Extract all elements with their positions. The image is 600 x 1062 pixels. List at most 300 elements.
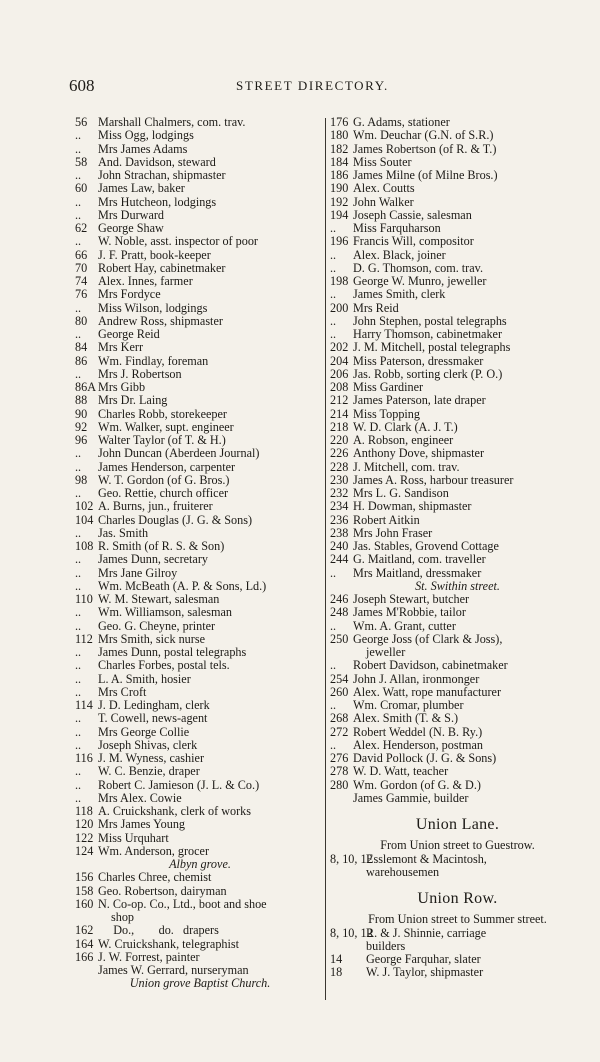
house-number: 112: [75, 631, 93, 646]
directory-entry: [330, 408, 585, 421]
directory-entry: [75, 553, 325, 566]
resident-name: Jas. Smith: [98, 525, 149, 540]
directory-entry: [75, 474, 325, 487]
house-number: 160: [75, 896, 94, 911]
resident-name: Mrs Gibb: [98, 380, 146, 394]
directory-entry: [75, 580, 325, 593]
resident-name: Walter Taylor (of T. & H.): [98, 433, 226, 447]
entry-continuation: jeweller: [366, 645, 406, 659]
directory-entry: [75, 514, 325, 527]
directory-entry: [75, 871, 325, 884]
house-number: 260: [330, 684, 349, 699]
resident-name: Charles Chree, chemist: [98, 870, 212, 885]
resident-name: Mrs Fordyce: [98, 287, 161, 302]
resident-name: Mrs Hutcheon, lodgings: [98, 194, 217, 209]
directory-entry: [330, 447, 585, 460]
house-number: ..: [75, 366, 82, 381]
directory-entry: [330, 527, 585, 540]
resident-name: J. F. Pratt, book-keeper: [98, 247, 211, 262]
house-number: ..: [75, 194, 82, 209]
house-number: ..: [75, 168, 82, 182]
directory-entry: [330, 633, 585, 646]
house-number: 206: [330, 366, 349, 381]
resident-name: George Joss (of Clark & Joss),: [353, 631, 503, 646]
resident-name: Mrs Croft: [98, 684, 147, 699]
house-number: ..: [75, 552, 82, 567]
directory-entry: [75, 898, 325, 911]
resident-name: Mrs L. G. Sandison: [353, 486, 449, 500]
directory-entry: [330, 474, 585, 487]
house-number: 80: [75, 313, 88, 328]
resident-name: W. J. Taylor, shipmaster: [366, 965, 484, 980]
right-column: [330, 116, 585, 980]
directory-entry: [330, 739, 585, 752]
house-number: ..: [75, 327, 82, 341]
page-number: 608: [69, 76, 95, 95]
house-number: ..: [330, 313, 337, 328]
directory-entry: [75, 540, 325, 553]
union-lane-heading: Union Lane.: [415, 816, 500, 833]
directory-entry: [330, 593, 585, 606]
directory-entry: [330, 288, 585, 301]
house-number: [330, 792, 353, 805]
house-number: 88: [75, 393, 88, 408]
resident-name: Anthony Dove, shipmaster: [353, 446, 484, 461]
house-number: 164: [75, 936, 94, 951]
directory-entry: [75, 606, 325, 619]
directory-entry: [75, 408, 325, 421]
resident-name: James Milne (of Milne Bros.): [353, 168, 498, 182]
house-number: 110: [75, 592, 93, 606]
house-number: 92: [75, 419, 88, 434]
house-number: 184: [330, 154, 349, 169]
house-number: ..: [75, 459, 82, 474]
directory-entry: [75, 169, 325, 182]
resident-name: Francis Will, compositor: [353, 234, 474, 249]
house-number: 86: [75, 353, 88, 368]
resident-name: Alex. Coutts: [353, 181, 415, 196]
house-number: 254: [330, 671, 349, 686]
resident-name: Miss Wilson, lodgings: [98, 300, 208, 315]
resident-name: Mrs J. Robertson: [98, 366, 182, 381]
resident-name: Alex. Black, joiner: [353, 247, 446, 262]
resident-name: Robert Weddel (N. B. Ry.): [353, 724, 483, 739]
directory-entry: [75, 487, 325, 500]
directory-entry: [75, 646, 325, 659]
resident-name: A. Robson, engineer: [353, 433, 454, 447]
directory-entry: [330, 765, 585, 778]
directory-entry: [75, 302, 325, 315]
house-number: 58: [75, 154, 88, 169]
directory-entry: [75, 222, 325, 235]
house-number: 220: [330, 433, 349, 447]
directory-entry: [75, 249, 325, 262]
resident-name: J. M. Wyness, cashier: [98, 751, 205, 765]
house-number: 248: [330, 605, 349, 620]
resident-name: Miss Urquhart: [98, 830, 169, 845]
directory-entry: [75, 129, 325, 142]
resident-name: Wm. Findlay, foreman: [98, 353, 209, 368]
directory-entry: [330, 394, 585, 407]
resident-name: Mrs Kerr: [98, 340, 144, 355]
house-number: 190: [330, 181, 349, 196]
house-number: ..: [75, 711, 82, 726]
resident-name: John Walker: [353, 194, 414, 209]
house-number: ..: [75, 671, 82, 686]
house-number: ..: [75, 737, 82, 752]
house-number: 186: [330, 168, 349, 182]
house-number: ..: [330, 618, 337, 633]
directory-entry: [330, 966, 585, 979]
house-number: 14: [330, 952, 343, 966]
directory-entry: [330, 222, 585, 235]
resident-name: Mrs Maitland, dressmaker: [353, 565, 482, 580]
directory-entry: [330, 487, 585, 500]
column-divider: [325, 118, 326, 1000]
house-number: 60: [75, 181, 88, 196]
resident-name: Esslemont & Macintosh,: [366, 851, 487, 866]
directory-entry: [75, 275, 325, 288]
house-number: [75, 964, 98, 977]
directory-entry: [330, 235, 585, 248]
directory-entry: [75, 818, 325, 831]
directory-entry: [330, 927, 585, 940]
directory-entry: [75, 726, 325, 739]
house-number: ..: [75, 207, 82, 222]
directory-entry: [75, 461, 325, 474]
resident-name: L. A. Smith, hosier: [98, 671, 191, 686]
house-number: ..: [330, 221, 337, 235]
directory-entry: [75, 500, 325, 513]
resident-name: Robert Davidson, cabinetmaker: [353, 658, 508, 673]
resident-name: George W. Munro, jeweller: [353, 274, 487, 288]
house-number: 84: [75, 340, 88, 355]
house-number: ..: [330, 737, 337, 752]
house-number: 116: [75, 751, 93, 765]
house-number: 118: [75, 804, 93, 818]
directory-entry: [330, 381, 585, 394]
resident-name: Miss Paterson, dressmaker: [353, 353, 484, 368]
resident-name: Harry Thomson, cabinetmaker: [353, 327, 503, 341]
house-number: 232: [330, 486, 349, 500]
house-number: 272: [330, 724, 349, 739]
resident-name: John Strachan, shipmaster: [98, 168, 226, 182]
resident-name: James W. Gerrard, nurseryman: [98, 963, 249, 977]
resident-name: W. Noble, asst. inspector of poor: [98, 234, 258, 249]
resident-name: Joseph Cassie, salesman: [353, 207, 472, 222]
directory-entry: [75, 712, 325, 725]
directory-entry: [330, 620, 585, 633]
directory-entry: [330, 328, 585, 341]
directory-entry: [330, 461, 585, 474]
resident-name: Geo. Rettie, church officer: [98, 486, 229, 500]
page-title: STREET DIRECTORY.: [236, 78, 389, 93]
resident-name: H. Dowman, shipmaster: [353, 499, 472, 514]
directory-entry: [75, 620, 325, 633]
directory-entry: [75, 434, 325, 447]
union-row-entries: [330, 927, 585, 980]
house-number: 194: [330, 207, 349, 222]
directory-entry: [330, 853, 585, 866]
resident-name: And. Davidson, steward: [98, 154, 216, 169]
house-number: 102: [75, 499, 94, 514]
house-number: 162: [75, 923, 94, 938]
resident-name: Miss Gardiner: [353, 380, 424, 394]
resident-name: Do., do. drapers: [98, 923, 219, 938]
resident-name: James Gammie, builder: [353, 790, 469, 805]
resident-name: George Farquhar, slater: [366, 952, 481, 966]
house-number: 204: [330, 353, 349, 368]
house-number: 246: [330, 592, 349, 606]
directory-entry: [330, 355, 585, 368]
house-number: ..: [75, 128, 82, 143]
house-number: 70: [75, 260, 88, 275]
directory-entry: [330, 686, 585, 699]
house-number: ..: [75, 578, 82, 593]
right-entries: [330, 116, 585, 805]
house-number: ..: [75, 764, 82, 779]
resident-name: Alex. Innes, farmer: [98, 274, 193, 288]
resident-name: John Stephen, postal telegraphs: [353, 313, 507, 328]
directory-entry: [330, 182, 585, 195]
directory-entry: [75, 567, 325, 580]
house-number: 180: [330, 128, 349, 143]
house-number: 158: [75, 883, 94, 898]
directory-entry: [75, 686, 325, 699]
directory-entry: [330, 143, 585, 156]
directory-entry: [330, 341, 585, 354]
house-number: ..: [75, 658, 82, 673]
directory-entry: [330, 196, 585, 209]
left-column: [75, 116, 325, 991]
house-number: 18: [330, 965, 343, 980]
directory-entry: [330, 169, 585, 182]
resident-name: W. M. Stewart, salesman: [98, 592, 220, 606]
house-number: 86A: [75, 380, 96, 394]
resident-name: W. D. Watt, teacher: [353, 764, 449, 779]
house-number: ..: [75, 486, 82, 500]
directory-entry: [330, 156, 585, 169]
directory-entry: [75, 288, 325, 301]
house-number: ..: [330, 658, 337, 673]
directory-entry: [75, 527, 325, 540]
resident-name: James Law, baker: [98, 181, 185, 196]
directory-entry: [330, 500, 585, 513]
house-number: 90: [75, 406, 88, 421]
directory-entry: [75, 739, 325, 752]
house-number: 230: [330, 472, 349, 487]
house-number: 244: [330, 552, 349, 567]
resident-name: Mrs John Fraser: [353, 525, 433, 540]
house-number: ..: [75, 300, 82, 315]
house-number: 156: [75, 870, 94, 885]
house-number: ..: [330, 327, 337, 341]
house-number: ..: [75, 645, 82, 659]
directory-entry: [75, 633, 325, 646]
directory-entry: [75, 792, 325, 805]
resident-name: James Dunn, postal telegraphs: [98, 645, 247, 659]
house-number: 96: [75, 433, 88, 447]
directory-entry: [75, 394, 325, 407]
house-number: ..: [75, 234, 82, 249]
house-number: 8, 10, 12: [330, 851, 373, 866]
directory-entry: [75, 699, 325, 712]
resident-name: G. Adams, stationer: [353, 115, 450, 129]
subheading: Albyn grove.: [169, 857, 231, 871]
directory-entry: [75, 341, 325, 354]
resident-name: R. & J. Shinnie, carriage: [366, 925, 487, 940]
resident-name: N. Co-op. Co., Ltd., boot and shoe: [98, 896, 267, 911]
resident-name: Miss Farquharson: [353, 221, 441, 235]
resident-name: Alex. Smith (T. & S.): [353, 711, 459, 726]
house-number: ..: [75, 724, 82, 739]
resident-name: Mrs Durward: [98, 207, 165, 222]
subheading: Union grove Baptist Church.: [129, 976, 271, 991]
directory-entry: [330, 567, 585, 580]
directory-entry: [75, 262, 325, 275]
house-number: 228: [330, 459, 349, 474]
house-number: 196: [330, 234, 349, 249]
resident-name: W. D. Clark (A. J. T.): [353, 419, 458, 434]
house-number: 122: [75, 830, 94, 845]
directory-entry: [330, 209, 585, 222]
house-number: ..: [330, 260, 337, 275]
resident-name: Miss Souter: [353, 154, 412, 169]
directory-entry: [330, 659, 585, 672]
resident-name: Geo. G. Cheyne, printer: [98, 618, 216, 633]
house-number: 56: [75, 115, 88, 129]
resident-name: Mrs James Adams: [98, 141, 188, 156]
house-number: ..: [75, 777, 82, 792]
house-number: 236: [330, 512, 349, 527]
directory-entry: [75, 805, 325, 818]
house-number: 218: [330, 419, 349, 434]
resident-name: James Henderson, carpenter: [98, 459, 236, 474]
directory-entry: [330, 726, 585, 739]
house-number: ..: [330, 247, 337, 262]
house-number: 104: [75, 512, 94, 527]
directory-entry: [330, 129, 585, 142]
house-number: 120: [75, 817, 94, 832]
resident-name: J. D. Ledingham, clerk: [98, 698, 210, 712]
house-number: 238: [330, 525, 349, 540]
directory-entry: [75, 951, 325, 964]
directory-entry: [75, 832, 325, 845]
resident-name: Mrs Alex. Cowie: [98, 790, 182, 805]
resident-name: Joseph Stewart, butcher: [353, 592, 470, 606]
resident-name: Charles Robb, storekeeper: [98, 406, 227, 421]
house-number: ..: [75, 446, 82, 461]
union-lane-entries: [330, 853, 585, 880]
directory-entry: [330, 752, 585, 765]
resident-name: Mrs James Young: [98, 817, 186, 832]
resident-name: Miss Ogg, lodgings: [98, 128, 194, 143]
resident-name: Alex. Henderson, postman: [353, 737, 483, 752]
resident-name: Robert Aitkin: [353, 512, 420, 527]
resident-name: Mrs Smith, sick nurse: [98, 631, 205, 646]
resident-name: Robert C. Jamieson (J. L. & Co.): [98, 777, 260, 792]
resident-name: Wm. Deuchar (G.N. of S.R.): [353, 128, 494, 143]
resident-name: Andrew Ross, shipmaster: [98, 313, 223, 328]
house-number: 212: [330, 393, 349, 408]
house-number: 240: [330, 539, 349, 553]
directory-entry: [330, 699, 585, 712]
house-number: 226: [330, 446, 349, 461]
resident-name: Alex. Watt, rope manufacturer: [353, 684, 502, 699]
resident-name: Miss Topping: [353, 406, 420, 421]
house-number: 176: [330, 115, 349, 129]
directory-entry: [330, 712, 585, 725]
house-number: ..: [75, 525, 82, 540]
resident-name: James M'Robbie, tailor: [353, 605, 466, 620]
resident-name: W. T. Gordon (of G. Bros.): [98, 472, 230, 487]
resident-name: Wm. Walker, supt. engineer: [98, 419, 234, 434]
house-number: 280: [330, 777, 349, 792]
directory-entry: [75, 209, 325, 222]
resident-name: Marshall Chalmers, com. trav.: [98, 115, 246, 129]
directory-entry: [330, 606, 585, 619]
resident-name: Wm. McBeath (A. P. & Sons, Ld.): [98, 578, 267, 593]
directory-entry: [75, 938, 325, 951]
resident-name: Wm. Anderson, grocer: [98, 843, 210, 858]
union-lane-description: From Union street to Guestrow.: [380, 838, 535, 853]
house-number: ..: [75, 141, 82, 156]
resident-name: James Dunn, secretary: [98, 552, 208, 567]
resident-name: W. Cruickshank, telegraphist: [98, 936, 240, 951]
directory-entry: [75, 845, 325, 858]
directory-entry: [330, 553, 585, 566]
directory-entry: [75, 328, 325, 341]
resident-name: A. Burns, jun., fruiterer: [98, 499, 213, 514]
directory-entry: [75, 779, 325, 792]
resident-name: Joseph Shivas, clerk: [98, 737, 198, 752]
entry-continuation: shop: [111, 910, 135, 924]
house-number: 124: [75, 843, 94, 858]
house-number: 214: [330, 406, 349, 421]
resident-name: Wm. Cromar, plumber: [353, 698, 464, 712]
directory-entry: [330, 302, 585, 315]
house-number: ..: [330, 698, 337, 712]
resident-name: Geo. Robertson, dairyman: [98, 883, 227, 898]
resident-name: T. Cowell, news-agent: [98, 711, 208, 726]
directory-entry: [75, 752, 325, 765]
directory-entry: [75, 235, 325, 248]
house-number: ..: [75, 618, 82, 633]
house-number: 208: [330, 380, 349, 394]
directory-entry: [75, 381, 325, 394]
house-number: 62: [75, 221, 88, 235]
directory-entry: [330, 275, 585, 288]
resident-name: R. Smith (of R. S. & Son): [98, 539, 225, 553]
house-number: 250: [330, 631, 349, 646]
resident-name: James Robertson (of R. & T.): [353, 141, 497, 156]
house-number: 8, 10, 12: [330, 925, 373, 940]
directory-entry: [75, 143, 325, 156]
entry-continuation: builders: [366, 938, 406, 953]
directory-entry: [330, 116, 585, 129]
directory-entry: [75, 593, 325, 606]
resident-name: W. C. Benzie, draper: [98, 764, 200, 779]
house-number: 198: [330, 274, 349, 288]
resident-name: Mrs Dr. Laing: [98, 393, 168, 408]
resident-name: J. Mitchell, com. trav.: [353, 459, 460, 474]
resident-name: Wm. A. Grant, cutter: [353, 618, 456, 633]
house-number: ..: [75, 565, 82, 580]
resident-name: George Shaw: [98, 221, 164, 235]
house-number: 234: [330, 499, 349, 514]
house-number: 202: [330, 340, 349, 355]
directory-entry: [75, 885, 325, 898]
